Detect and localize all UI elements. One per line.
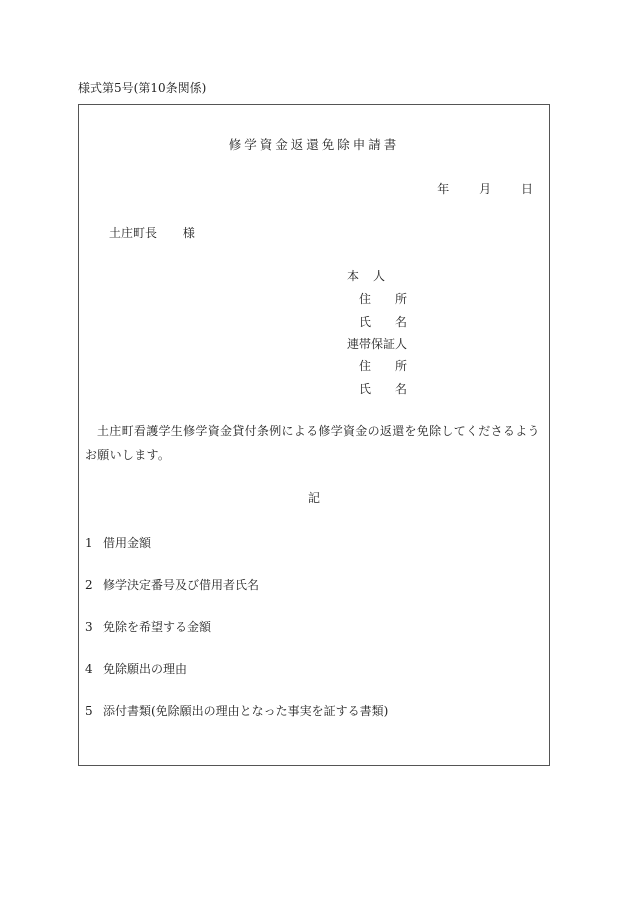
guarantor-address-label-2: 所 <box>395 359 408 373</box>
form-title: 修学資金返還免除申請書 <box>228 137 400 152</box>
list-item <box>85 534 151 551</box>
applicant-address-label-1: 住 <box>359 292 372 306</box>
guarantor-name-label-2: 名 <box>395 382 408 396</box>
applicant-name-label-2: 名 <box>395 315 408 329</box>
applicant-address-label-2: 所 <box>395 292 408 306</box>
item-number: 2 <box>85 578 93 592</box>
ki-heading: 記 <box>307 491 320 505</box>
application-form <box>78 104 550 766</box>
request-statement: 土庄町看護学生修学資金貸付条例による修学資金の返還を免除してくださるようお願いします。 <box>85 424 540 462</box>
item-label: 免除を希望する金額 <box>103 620 212 634</box>
list-item <box>85 702 388 719</box>
date-line <box>437 180 533 197</box>
applicant-name-label-1: 氏 <box>359 315 372 329</box>
addressee <box>109 224 195 241</box>
applicant-heading: 本人 <box>347 269 400 283</box>
item-label: 免除願出の理由 <box>103 662 188 676</box>
list-item <box>85 576 259 593</box>
guarantor-name-label <box>359 380 407 397</box>
addressee-town: 土庄町長 <box>109 226 158 240</box>
list-item <box>85 660 187 677</box>
date-month-label: 月 <box>479 182 492 196</box>
applicant-name-label <box>359 313 407 330</box>
item-label: 借用金額 <box>103 536 152 550</box>
addressee-honorific: 様 <box>182 226 195 240</box>
item-number: 3 <box>85 620 93 634</box>
guarantor-heading: 連帯保証人 <box>347 337 408 351</box>
guarantor-address-label <box>359 357 407 374</box>
item-label: 修学決定番号及び借用者氏名 <box>103 578 260 592</box>
item-number: 1 <box>85 536 93 550</box>
item-label: 添付書類(免除願出の理由となった事実を証する書類) <box>103 704 389 718</box>
date-year-label: 年 <box>437 182 450 196</box>
date-day-label: 日 <box>520 182 533 196</box>
list-item <box>85 618 211 635</box>
item-number: 5 <box>85 704 93 718</box>
form-number: 様式第5号(第10条関係) <box>78 81 207 95</box>
applicant-address-label <box>359 290 407 307</box>
item-number: 4 <box>85 662 93 676</box>
guarantor-name-label-1: 氏 <box>359 382 372 396</box>
guarantor-address-label-1: 住 <box>359 359 372 373</box>
